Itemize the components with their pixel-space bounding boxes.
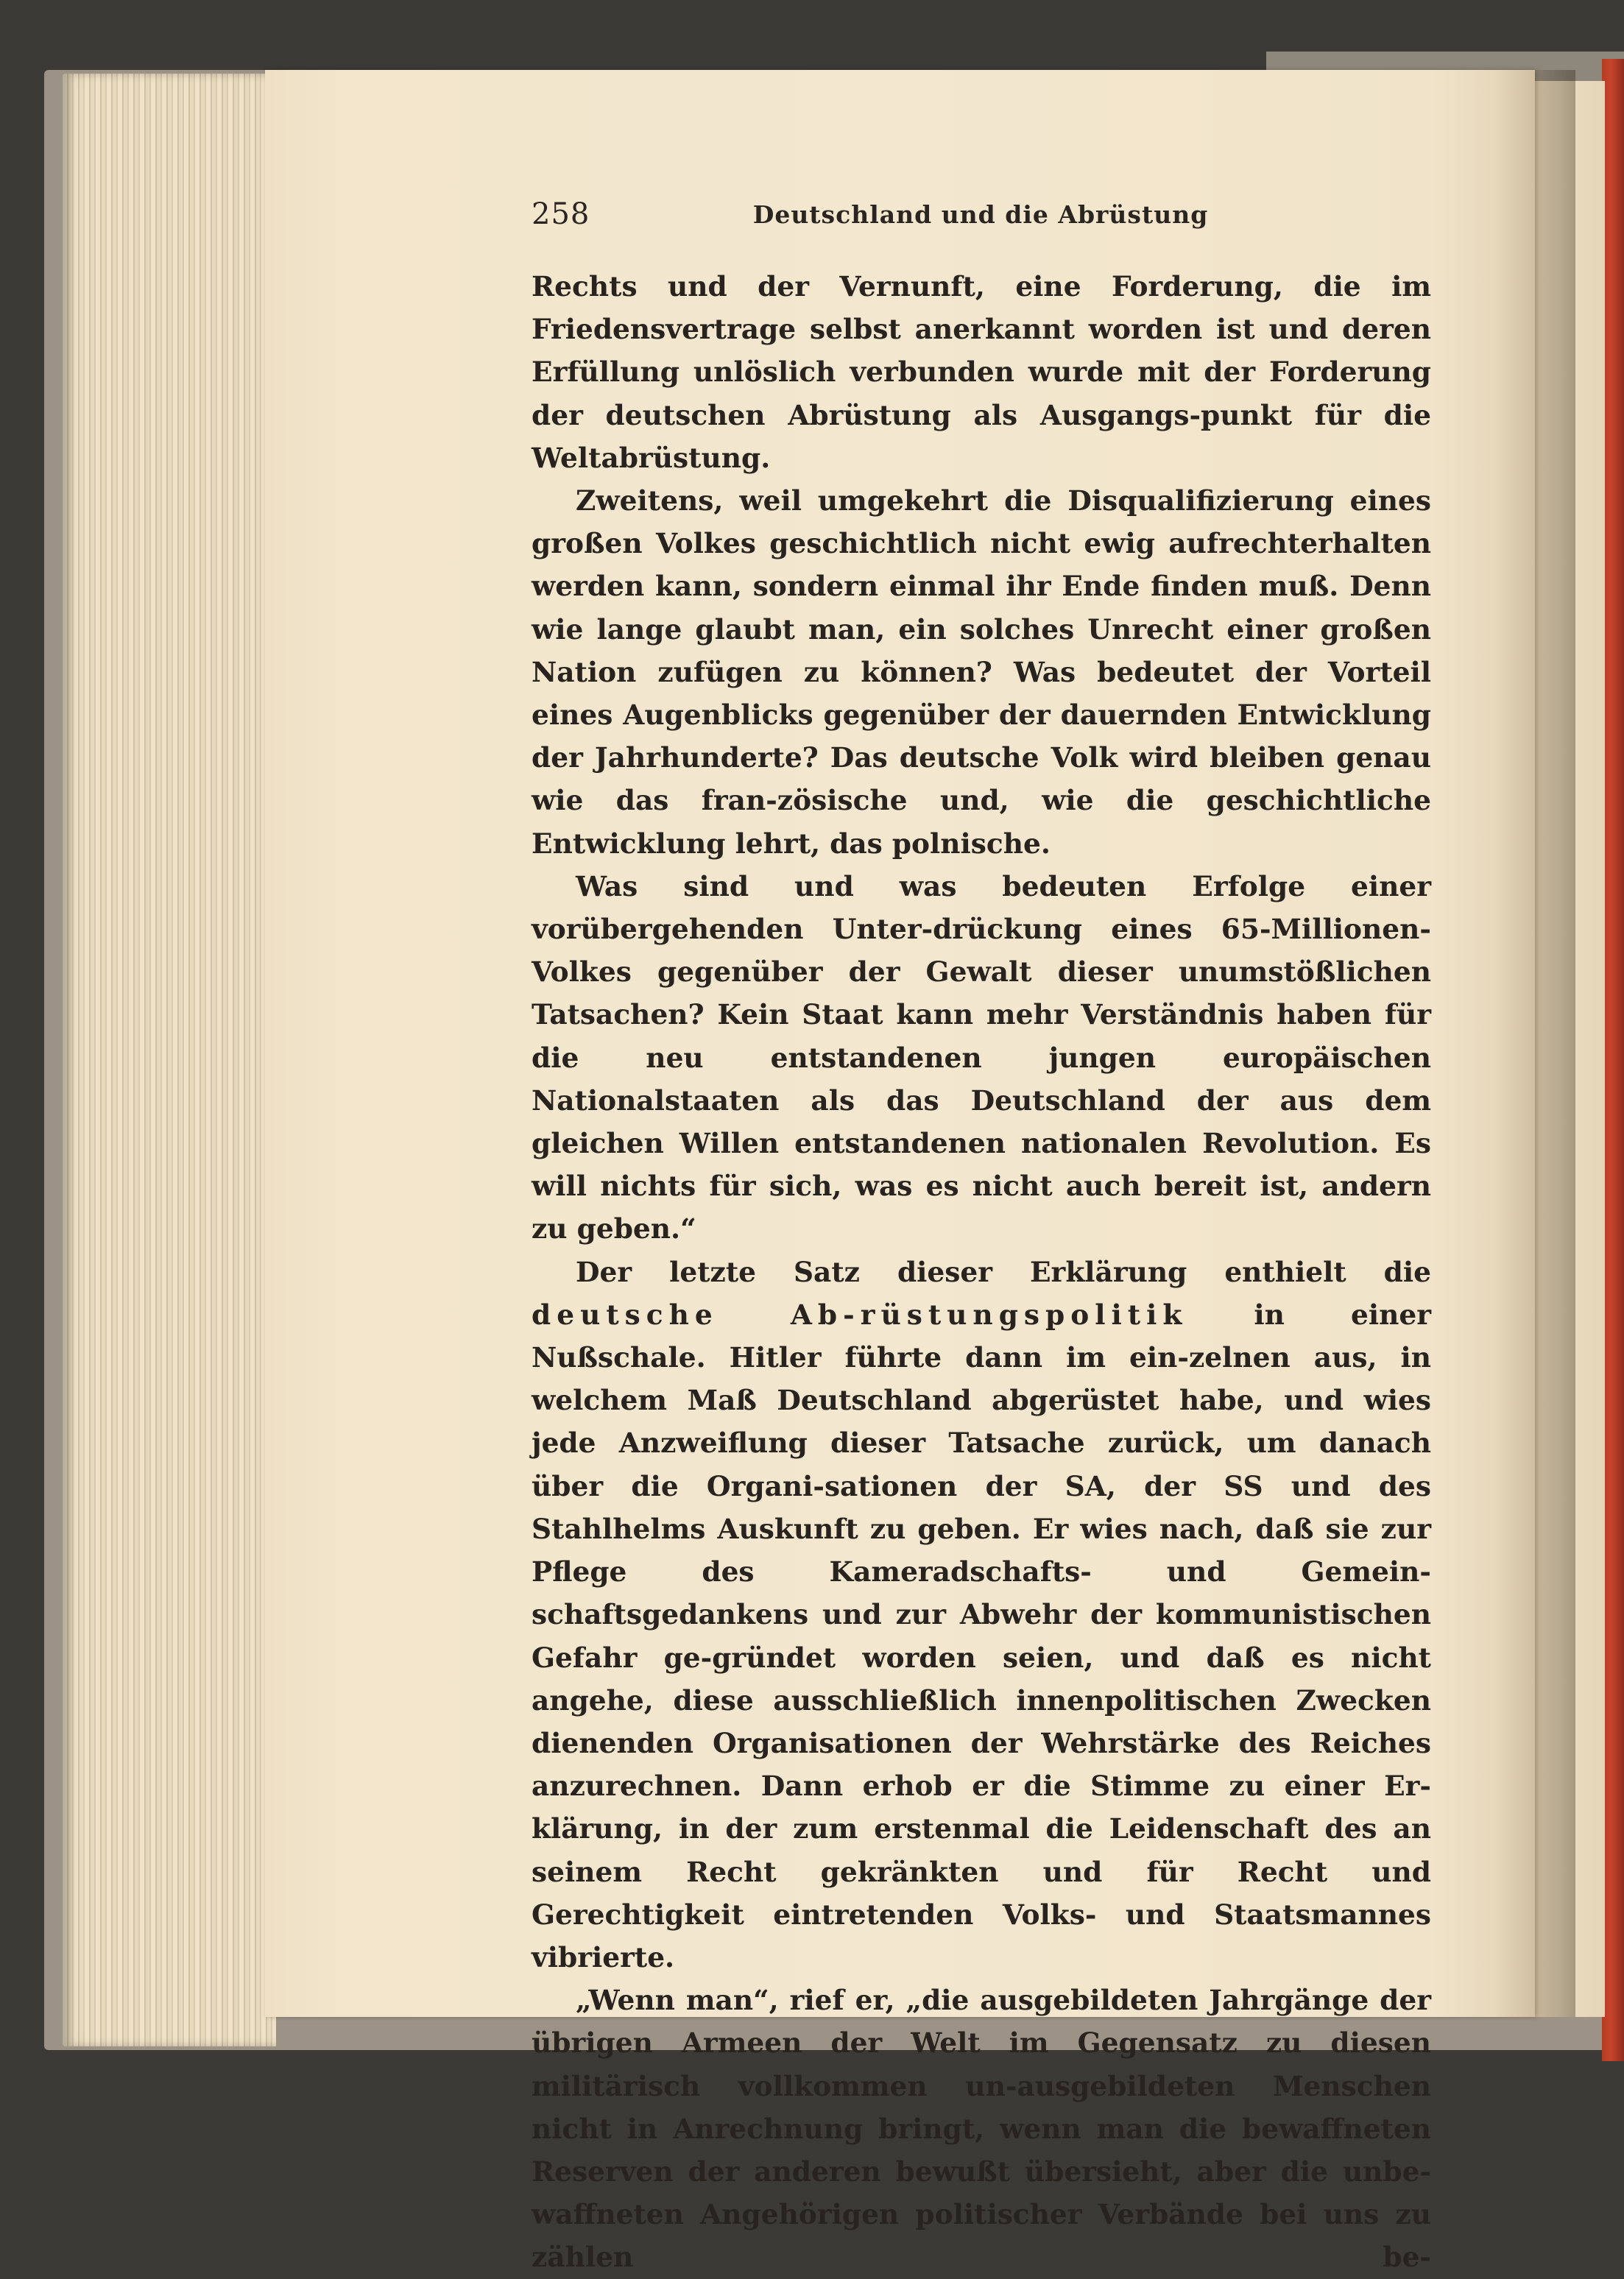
body-text [532, 265, 1431, 2279]
paragraph-4-rest: in einer Nußschale. Hitler führte dann im ein-zelnen aus, in welchem Maß Deutschland abgerüstet habe, und wies jede Anzweiflung dieser Tatsache zurück, um danach über die Organi-sationen der SA, der SS und des Stahlhelms Auskunft zu geben. Er wies nach, daß sie zur Pflege des Kameradschafts- und Gemein-schaftsgedankens und zur Abwehr der kommunistischen Gefahr ge-gründet worden seien, und daß es nicht angehe, diese ausschließlich innenpolitischen Zwecken dienenden Organisationen der Wehrstärke des Reiches anzurechnen. Dann erhob er die Stimme zu einer Er-klärung, in der zum erstenmal die Leidenschaft des an seinem Recht gekränkten und für Recht und Gerechtigkeit eintretenden Volks- und Staatsmannes vibrierte. [532, 1298, 1432, 1974]
paragraph-4-start: Der letzte Satz dieser Erklärung enthielt die [576, 1255, 1431, 1288]
paragraph-3: Was sind und was bedeuten Erfolge einer vorübergehenden Unter-drückung eines 65-Millionen-Volkes gegenüber der Gewalt dieser unumstößlichen Tatsachen? Kein Staat kann mehr Verständnis haben für die neu entstandenen jungen europäischen Nationalstaaten als das Deutschland der aus dem gleichen Willen entstandenen nationalen Revolution. Es will nichts für sich, was es nicht auch bereit ist, andern zu geben.“ [532, 869, 1431, 1246]
paragraph-5: „Wenn man“, rief er, „die ausgebildeten Jahrgänge der übrigen Armeen der Welt im Gegensatz zu diesen militärisch vollkommen un-ausgebildeten Menschen nicht in Anrechnung bringt, wenn man die bewaffneten Reserven der anderen bewußt übersieht, aber die unbe-waffneten Angehörigen politischer Verbände bei uns zu zählen be- [532, 1984, 1431, 2274]
paragraph-1: Rechts und der Vernunft, eine Forderung, die im Friedensvertrage selbst anerkannt worden ist und deren Erfüllung unlöslich verbunden wurde mit der Forderung der deutschen Abrüstung als Ausgangs-punkt für die Weltabrüstung. [532, 270, 1431, 474]
running-title: Deutschland und die Abrüstung [752, 200, 1209, 229]
book-cover-red-edge [1602, 59, 1624, 2061]
gutter-shadow [1494, 70, 1575, 2017]
paragraph-4 [532, 1251, 1431, 1979]
page-header [532, 197, 1430, 241]
page-number: 258 [532, 197, 590, 231]
stacked-page-edges [63, 74, 276, 2046]
emphasized-phrase: deutsche Ab-rüstungspolitik [532, 1298, 1188, 1331]
paragraph-2: Zweitens, weil umgekehrt die Disqualifizierung eines großen Volkes geschichtlich nicht ewig aufrechterhalten werden kann, sondern einmal ihr Ende finden muß. Denn wie lange glaubt man, ein solches Unrecht einer großen Nation zufügen zu können? Was bedeutet der Vorteil eines Augenblicks gegenüber der dauernden Entwicklung der Jahrhunderte? Das deutsche Volk wird bleiben genau wie das fran-zösische und, wie die geschichtliche Entwicklung lehrt, das polnische. [532, 484, 1431, 860]
